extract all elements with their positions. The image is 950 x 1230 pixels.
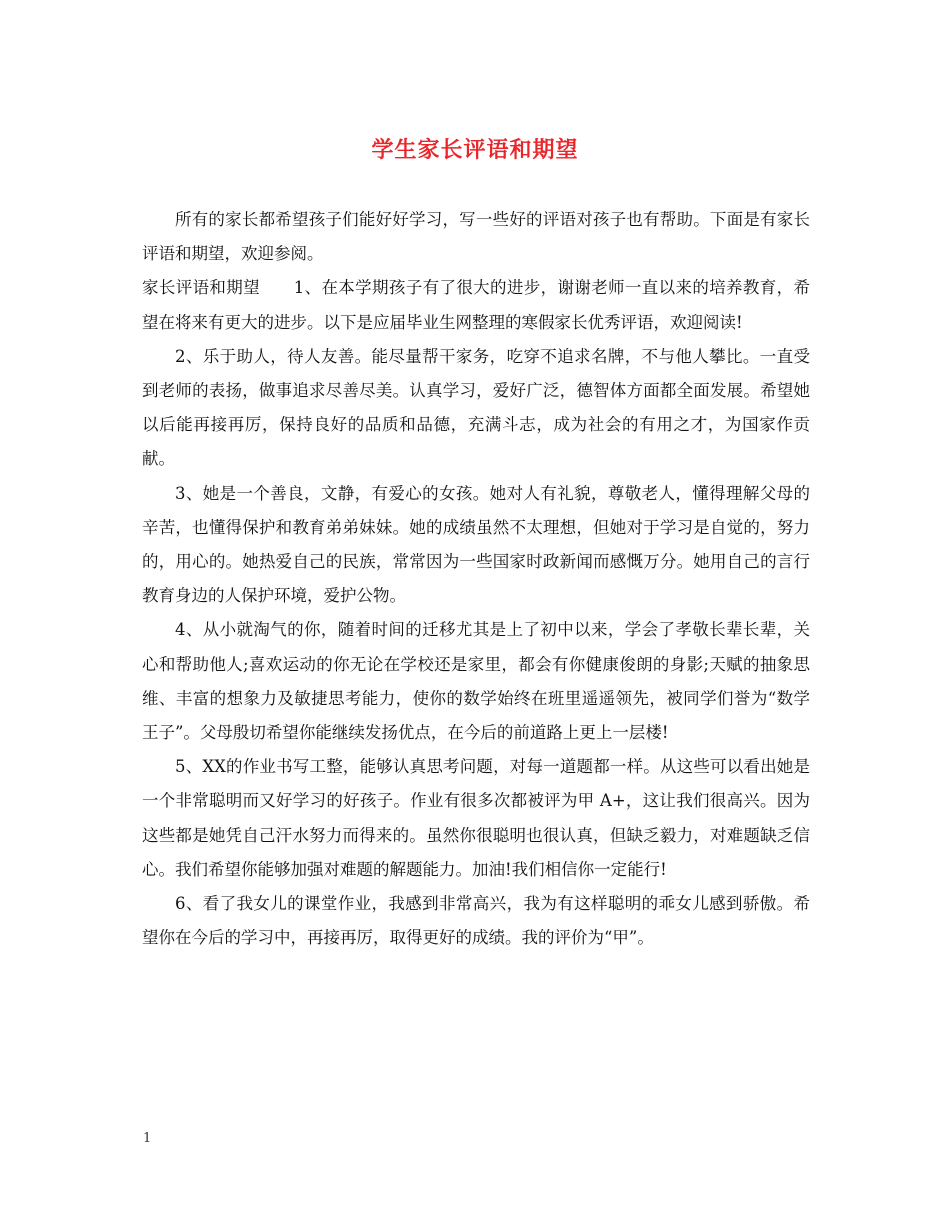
paragraph-3: 3、她是一个善良，文静，有爱心的女孩。她对人有礼貌，尊敬老人，懂得理解父母的辛苦，也懂得保护和教育弟弟妹妹。她的成绩虽然不太理想，但她对于学习是自觉的，努力的，用心的。她热爱自己的民族，常常因为一些国家时政新闻而感慨万分。她用自己的言行教育身边的人保护环境，爱护公物。: [142, 483, 810, 606]
page-number: 1: [143, 1131, 152, 1146]
paragraph-2: 2、乐于助人，待人友善。能尽量帮干家务，吃穿不追求名牌，不与他人攀比。一直受到老师的表扬，做事追求尽善尽美。认真学习，爱好广泛，德智体方面都全面发展。希望她以后能再接再厉，保持良好的品质和品德，充满斗志，成为社会的有用之才，为国家作贡献。: [142, 346, 810, 469]
paragraph-1: 家长评语和期望 1、在本学期孩子有了很大的进步，谢谢老师一直以来的培养教育，希望在将来有更大的进步。以下是应届毕业生网整理的寒假家长优秀评语，欢迎阅读!: [142, 278, 810, 332]
document-title: 学生家长评语和期望: [371, 137, 579, 163]
paragraph-6: 6、看了我女儿的课堂作业，我感到非常高兴，我为有这样聪明的乖女儿感到骄傲。希望你在今后的学习中，再接再厉，取得更好的成绩。我的评价为“甲”。: [142, 894, 810, 948]
intro-paragraph: 所有的家长都希望孩子们能好好学习，写一些好的评语对孩子也有帮助。下面是有家长评语和期望，欢迎参阅。: [142, 210, 810, 264]
paragraph-5: 5、XX的作业书写工整，能够认真思考问题，对每一道题都一样。从这些可以看出她是一个非常聪明而又好学习的好孩子。作业有很多次都被评为甲 A+，这让我们很高兴。因为这些都是她凭自己汗水努力而得来的。虽然你很聪明也很认真，但缺乏毅力，对难题缺乏信心。我们希望你能够加强对难题的解题能力。加油!我们相信你一定能行!: [142, 757, 810, 879]
paragraph-4: 4、从小就淘气的你，随着时间的迁移尤其是上了初中以来，学会了孝敬长辈长辈，关心和帮助他人;喜欢运动的你无论在学校还是家里，都会有你健康俊朗的身影;天赋的抽象思维、丰富的想象力及敏捷思考能力，使你的数学始终在班里遥遥领先，被同学们誉为“数学王子”。父母殷切希望你能继续发扬优点，在今后的前道路上更上一层楼!: [142, 620, 810, 743]
document-body: [142, 203, 810, 955]
